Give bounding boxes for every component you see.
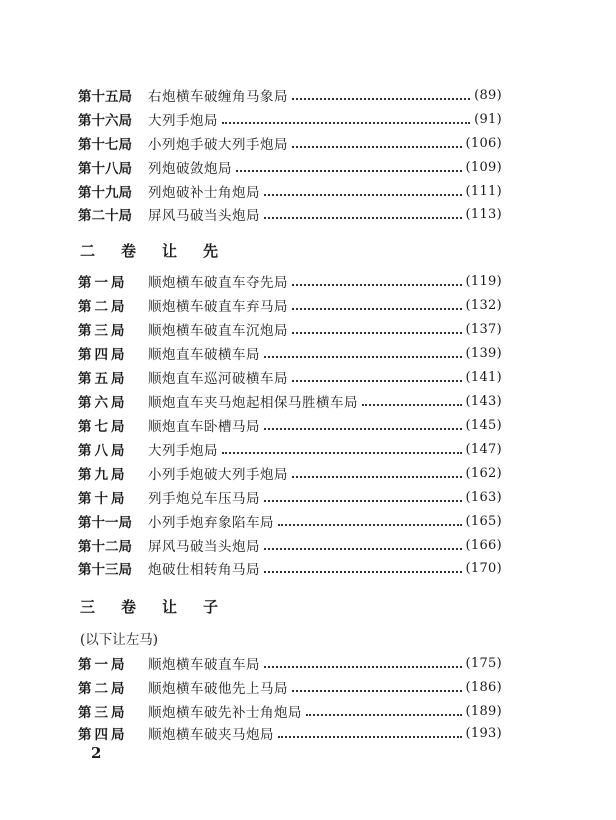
leader-dots	[292, 378, 462, 382]
entry-page: (113)	[465, 206, 502, 222]
entry-number: 第十一局	[78, 515, 132, 531]
entry-title: 右炮横车破缠角马象局	[148, 89, 288, 105]
leader-dots	[292, 282, 462, 286]
entry-title: 顺炮横车破先补士角炮局	[148, 705, 302, 721]
leader-dots	[236, 168, 462, 172]
entry-page: (132)	[465, 297, 502, 313]
entry-number: 第六局	[78, 395, 128, 411]
toc-entry	[78, 462, 502, 484]
entry-title: 顺炮横车破他先上马局	[148, 681, 288, 697]
leader-dots	[292, 306, 462, 310]
leader-dots	[278, 522, 462, 526]
toc-entry	[78, 108, 502, 130]
entry-number: 第五局	[78, 371, 128, 387]
entry-number: 第十八局	[78, 161, 132, 177]
toc-entry	[78, 557, 502, 579]
toc-entry	[78, 203, 502, 225]
toc-entry	[78, 156, 502, 178]
entry-number: 第十九局	[78, 185, 132, 201]
leader-dots	[362, 402, 462, 406]
leader-dots	[292, 96, 470, 100]
leader-dots	[264, 569, 462, 573]
entry-number: 第二十局	[78, 208, 132, 224]
entry-number: 第九局	[78, 467, 128, 483]
leader-dots	[222, 450, 462, 454]
entry-number: 第七局	[78, 419, 128, 435]
leader-dots	[264, 215, 462, 219]
entry-page: (163)	[465, 489, 502, 505]
leader-dots	[292, 474, 462, 478]
entry-title: 顺炮直车夹马炮起相保马胜横车局	[148, 395, 358, 411]
entry-title: 炮破仕相转角马局	[148, 562, 260, 578]
leader-dots	[278, 734, 462, 738]
toc-entry	[78, 318, 502, 340]
entry-number: 第八局	[78, 443, 128, 459]
entry-page: (162)	[465, 465, 502, 481]
toc-entry	[78, 84, 502, 106]
entry-title: 大列手炮局	[148, 443, 218, 459]
toc-entry	[78, 534, 502, 556]
entry-page: (119)	[465, 273, 502, 289]
entry-title: 顺炮直车巡河破横车局	[148, 371, 288, 387]
entry-page: (193)	[465, 725, 502, 741]
entry-title: 顺炮横车破直车夺先局	[148, 275, 288, 291]
toc-entry	[78, 700, 502, 722]
entry-page: (89)	[474, 87, 502, 103]
entry-page: (186)	[465, 679, 502, 695]
toc-entry	[78, 676, 502, 698]
entry-page: (145)	[465, 417, 502, 433]
entry-number: 第十局	[78, 491, 128, 507]
entry-number: 第四局	[78, 727, 128, 743]
entry-page: (166)	[465, 537, 502, 553]
leader-dots	[264, 192, 462, 196]
page-number: 2	[91, 744, 102, 762]
entry-title: 小列炮手破大列手炮局	[148, 137, 288, 153]
entry-page: (189)	[465, 703, 502, 719]
toc-entry	[78, 722, 502, 744]
entry-page: (139)	[465, 345, 502, 361]
section-note: (以下让左马)	[80, 632, 159, 648]
toc-entry	[78, 270, 502, 292]
entry-page: (137)	[465, 321, 502, 337]
entry-number: 第十三局	[78, 562, 132, 578]
entry-title: 顺炮直车卧槽马局	[148, 419, 260, 435]
entry-title: 小列手炮弃象陷车局	[148, 515, 274, 531]
toc-entry	[78, 342, 502, 364]
leader-dots	[264, 664, 462, 668]
entry-page: (111)	[465, 183, 502, 199]
leader-dots	[292, 144, 462, 148]
toc-entry	[78, 486, 502, 508]
entry-page: (170)	[465, 560, 502, 576]
leader-dots	[306, 712, 462, 716]
entry-title: 顺炮横车破夹马炮局	[148, 727, 274, 743]
toc-entry	[78, 438, 502, 460]
entry-title: 屏风马破当头炮局	[148, 539, 260, 555]
leader-dots	[264, 426, 462, 430]
entry-number: 第十六局	[78, 113, 132, 129]
toc-entry	[78, 366, 502, 388]
toc-entry	[78, 652, 502, 674]
entry-page: (143)	[465, 393, 502, 409]
entry-title: 顺炮直车破横车局	[148, 347, 260, 363]
leader-dots	[264, 498, 462, 502]
entry-page: (106)	[465, 135, 502, 151]
entry-number: 第四局	[78, 347, 128, 363]
leader-dots	[222, 120, 470, 124]
entry-title: 小列手炮破大列手炮局	[148, 467, 288, 483]
entry-number: 第十二局	[78, 539, 132, 555]
leader-dots	[264, 354, 462, 358]
entry-title: 列炮破补士角炮局	[148, 185, 260, 201]
toc-entry	[78, 294, 502, 316]
leader-dots	[292, 330, 462, 334]
entry-title: 屏风马破当头炮局	[148, 208, 260, 224]
entry-title: 顺炮横车破直车沉炮局	[148, 323, 288, 339]
section-heading: 三卷让子	[80, 598, 245, 616]
entry-page: (141)	[465, 369, 502, 385]
entry-number: 第三局	[78, 705, 128, 721]
leader-dots	[264, 546, 462, 550]
entry-number: 第十七局	[78, 137, 132, 153]
entry-page: (91)	[474, 111, 502, 127]
toc-entry	[78, 414, 502, 436]
entry-number: 第十五局	[78, 89, 132, 105]
toc-entry	[78, 510, 502, 532]
entry-page: (147)	[465, 441, 502, 457]
entry-title: 大列手炮局	[148, 113, 218, 129]
entry-page: (165)	[465, 513, 502, 529]
toc-entry	[78, 390, 502, 412]
entry-page: (175)	[465, 655, 502, 671]
section-heading: 二卷让先	[80, 242, 245, 260]
entry-title: 顺炮横车破直车局	[148, 657, 260, 673]
entry-title: 列手炮兑车压马局	[148, 491, 260, 507]
entry-number: 第一局	[78, 657, 128, 673]
entry-number: 第三局	[78, 323, 128, 339]
entry-number: 第一局	[78, 275, 128, 291]
entry-page: (109)	[465, 159, 502, 175]
entry-title: 顺炮横车破直车弃马局	[148, 299, 288, 315]
entry-number: 第二局	[78, 681, 128, 697]
entry-number: 第二局	[78, 299, 128, 315]
toc-entry	[78, 180, 502, 202]
leader-dots	[292, 688, 462, 692]
toc-entry	[78, 132, 502, 154]
entry-title: 列炮破敛炮局	[148, 161, 232, 177]
